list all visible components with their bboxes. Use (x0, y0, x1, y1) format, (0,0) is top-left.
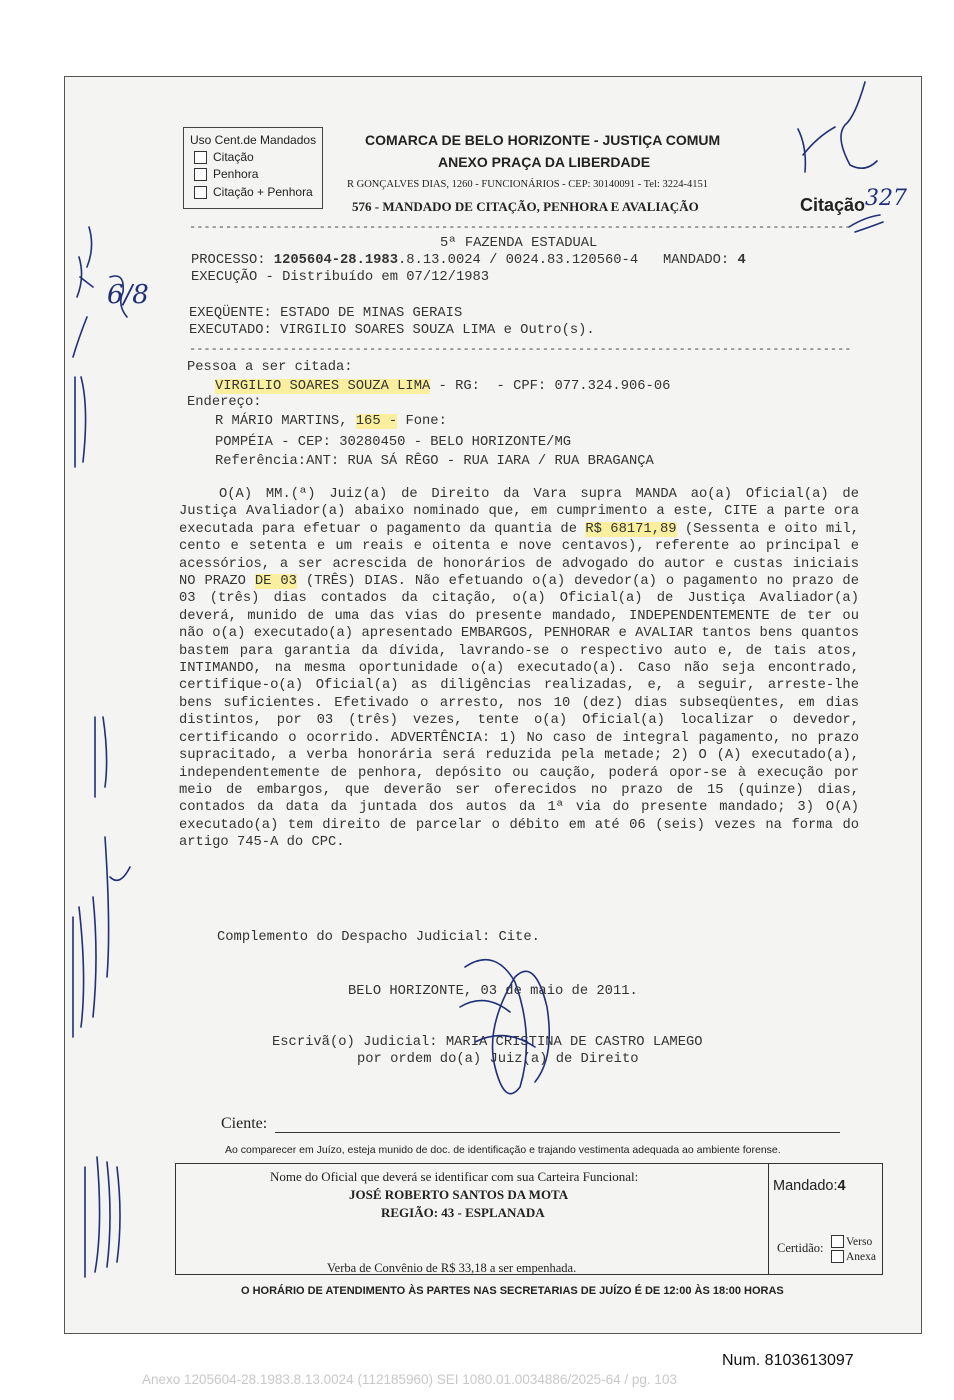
escriva: Escrivã(o) Judicial: MARIA CRISTINA DE CASTRO LAMEGO (272, 1035, 703, 1050)
mandado-label: Mandado: (773, 1178, 838, 1194)
divider: -------------------------------------------------------------------------------------------- (189, 220, 852, 234)
document-title: 576 - MANDADO DE CITAÇÃO, PENHORA E AVALIAÇÃO (352, 199, 699, 214)
complemento: Complemento do Despacho Judicial: Cite. (217, 930, 540, 945)
local-data: BELO HORIZONTE, 03 de maio de 2011. (348, 984, 638, 999)
ciente-aviso: Ao comparecer em Juízo, esteja munido de doc. de identificação e trajando vestimenta adequada ao ambiente forense. (225, 1144, 781, 1156)
execucao-line: EXECUÇÃO - Distribuído em 07/12/1983 (191, 270, 490, 285)
court-annex: ANEXO PRAÇA DA LIBERDADE (438, 154, 651, 170)
option-label: Penhora (213, 167, 259, 181)
margin-note (73, 837, 109, 1037)
scribble-mark (798, 127, 835, 172)
signature (465, 960, 549, 1094)
mandado-number: 4 (837, 1178, 846, 1194)
court-name: COMARCA DE BELO HORIZONTE - JUSTIÇA COMUM (365, 132, 721, 148)
pessoa-label: Pessoa a ser citada: (187, 360, 353, 375)
handwritten-fraction: 6/8 (107, 280, 149, 310)
verso-label: Verso (846, 1235, 873, 1248)
pessoa-ids: - RG: - CPF: 077.324.906-06 (430, 379, 671, 394)
oficial-instruction: Nome do Oficial que deverá se identificar com sua Carteira Funcional: (270, 1169, 639, 1184)
document-type: Citação (800, 195, 866, 215)
mandado-number: 4 (737, 253, 746, 268)
processo-label: PROCESSO: (191, 253, 266, 268)
verba-convenio: Verba de Convênio de R$ 33,18 a ser empenhada. (327, 1261, 577, 1275)
ciente-label: Ciente: (221, 1115, 268, 1132)
check-mark (110, 867, 130, 880)
court-address: R GONÇALVES DIAS, 1260 - FUNCIONÁRIOS - CEP: 30140091 - Tel: 3224-4151 (347, 179, 708, 190)
signature (460, 1001, 535, 1047)
amount: R$ 68171,89 (585, 521, 677, 537)
document-number: Num. 8103613097 (722, 1352, 854, 1369)
option-label: Citação + Penhora (213, 185, 313, 199)
endereco-label: Endereço: (187, 395, 262, 410)
horario-notice: O HORÁRIO DE ATENDIMENTO ÀS PARTES NAS SECRETARIAS DE JUÍZO É DE 12:00 ÀS 18:00 HORAS (241, 1285, 784, 1297)
margin-note (85, 1157, 120, 1277)
anexa-label: Anexa (846, 1250, 877, 1263)
vara: 5ª FAZENDA ESTADUAL (440, 236, 598, 251)
option-label: Citação (213, 150, 254, 164)
por-ordem: por ordem do(a) Juiz(a) de Direito (357, 1052, 639, 1067)
margin-note (73, 257, 87, 467)
prazo: DE 03 (254, 574, 297, 590)
certidao-label: Certidão: (777, 1241, 824, 1255)
executado-line: EXECUTADO: VIRGILIO SOARES SOUZA LIMA e Outro(s). (189, 323, 595, 338)
processo-rest: .8.13.0024 / 0024.83.120560-4 (398, 253, 639, 268)
body-p2: (Sessenta e oito mil, cento e setenta e um reais e oitenta e nove centavos), referente ao principal e acessórios, a ser acrescida de honorários de advogado do autor e custas iniciais NO PRAZO (179, 521, 860, 590)
divider: -------------------------------------------------------------------------------------------- (189, 342, 852, 356)
mandado-label: MANDADO: (662, 253, 730, 268)
street: R MÁRIO MARTINS, (215, 414, 356, 429)
scribble-mark (849, 215, 883, 232)
exequente-line: EXEQÜENTE: ESTADO DE MINAS GERAIS (189, 306, 463, 321)
handwriting-layer (65, 77, 922, 1334)
document-page (64, 76, 922, 1334)
scribble-mark (841, 82, 877, 168)
processo-number: 1205604-28.1983 (273, 253, 398, 268)
oficial-regiao: REGIÃO: 43 - ESPLANADA (381, 1205, 545, 1220)
margin-note (80, 227, 93, 287)
oficial-name: JOSÉ ROBERTO SANTOS DA MOTA (349, 1187, 569, 1202)
city-line: POMPÉIA - CEP: 30280450 - BELO HORIZONTE/MG (215, 435, 572, 450)
margin-note (95, 717, 107, 797)
street-number: 165 - (355, 414, 398, 429)
body-p1: O(A) MM.(ª) Juiz(a) de Direito da Vara supra MANDA ao(a) Oficial(a) de Justiça Avaliador(a) abaixo nominado que, em cumprimento a este, CITE a parte ora executada para efetuar o pagamento da quantia de (179, 487, 859, 537)
handwritten-number: 327 (865, 186, 907, 211)
body-p3: (TRÊS) DIAS. Não efetuando o(a) devedor(a) o pagamento no prazo de 03 (três) dias contados da citação, o(a) Oficial(a) de Justiça Avaliador(a) deverá, munido de uma das vias do presente mandado, INDEPENDENTEMENTE de ter ou não o(a) executado(a) apresentado EMBARGOS, PENHORAR e AVALIAR tantos bens quantos bastem para garantia da dívida, lavrando-se o respectivo auto e, de tais atos, INTIMANDO, na mesma oportunidade o(a) executado(a). Caso não seja encontrado, certifique-o(a) Oficial(a) as diligências realizadas, e, a seguir, arreste-lhe bens suficientes. Efetivado o arresto, nos 10 (dez) dias subseqüentes, em dias distintos, por 03 (três) vezes, tente o(a) Oficial(a) localizar o devedor, certificando o ocorrido. ADVERTÊNCIA: 1) No caso de integral pagamento, no prazo supracitado, a verba honorária será reduzida pela metade; 2) O (A) executado(a), independentemente de penhora, depósito ou caução, poderá opor-se à execução por meio de embargos, que deverão ser oferecidos no prazo de 15 (quinze) dias, contados da data da juntada dos autos da 1ª via do presente mandado; 3) O(A) executado(a) tem direito de parcelar o débito em até 06 (seis) vezes na forma do artigo 745-A do CPC. (179, 574, 859, 851)
annex-reference: Anexo 1205604-28.1983.8.13.0024 (112185960) SEI 1080.01.0034886/2025-64 / pg. 103 (142, 1372, 677, 1387)
referencia-line: Referência:ANT: RUA SÁ RÊGO - RUA IARA / RUA BRAGANÇA (215, 454, 654, 469)
fone: Fone: (397, 414, 447, 429)
pessoa-name: VIRGILIO SOARES SOUZA LIMA (215, 379, 431, 394)
mandate-type-title: Uso Cent.de Mandados (190, 133, 317, 147)
